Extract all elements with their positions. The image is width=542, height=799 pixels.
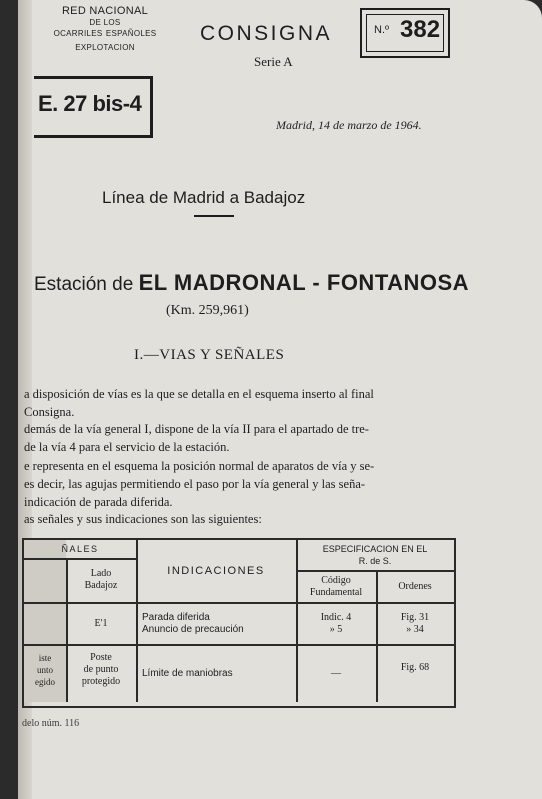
document-date: Madrid, 14 de marzo de 1964. xyxy=(276,118,422,132)
document-series: Serie A xyxy=(254,54,293,69)
table-hrule-spec xyxy=(296,570,454,572)
paragraph-1-line-2: Consigna. xyxy=(24,405,75,419)
row1-code xyxy=(296,612,376,636)
row2-left-line-3: egido xyxy=(35,677,55,687)
row2-orders: Fig. 68 xyxy=(400,662,430,673)
row2-code: — xyxy=(331,668,341,679)
paragraph-3-line-1: e representa en el esquema la posición normal de aparatos de vía y se- xyxy=(24,459,375,473)
railway-company-block xyxy=(30,6,180,53)
paragraph-2-line-1: demás de la vía general I, dispone de la vía II para el apartado de tre- xyxy=(24,422,369,436)
row2-indication: Límite de maniobras xyxy=(142,668,233,679)
paragraph-1-line-1: a disposición de vías es la que se detalla en el esquema inserto al final xyxy=(24,387,374,401)
document-type: CONSIGNA xyxy=(200,22,333,45)
header-codigo-line-1: Código xyxy=(321,575,351,586)
table-hrule-row1 xyxy=(24,644,454,646)
paragraph-1 xyxy=(24,385,374,421)
header-senales: ÑALES xyxy=(61,544,99,554)
row1-code-2: » 5 xyxy=(329,624,343,635)
row2-signal-line-3: protegido xyxy=(81,676,121,687)
row2-left-line-1: iste xyxy=(38,653,52,663)
paragraph-2-line-2: de la vía 4 para el servicio de la estación. xyxy=(24,440,230,454)
row1-code-1: Indic. 4 xyxy=(320,612,352,623)
railway-department: EXPLOTACION xyxy=(75,43,135,52)
document-code: E. 27 bis-4 xyxy=(38,91,142,116)
row2-signal xyxy=(66,652,136,688)
document-code-box xyxy=(34,76,153,138)
railway-name-line3: ocarriles españoles xyxy=(53,27,157,39)
header-codigo-line-2: Fundamental xyxy=(309,587,363,598)
row1-indications xyxy=(142,612,292,636)
signals-table xyxy=(22,538,456,708)
header-codigo xyxy=(296,575,376,599)
station-heading xyxy=(34,270,469,296)
railway-name-line1: RED NACIONAL xyxy=(61,5,149,17)
header-lado-line-1: Lado xyxy=(90,568,112,579)
document-number: 382 xyxy=(400,16,441,43)
header-ordenes: Ordenes xyxy=(398,581,432,592)
row2-signal-line-1: Poste xyxy=(90,652,112,663)
header-espec-line-2: R. de S. xyxy=(358,556,392,566)
row2-left xyxy=(24,652,66,688)
row2-left-line-2: unto xyxy=(36,665,53,675)
station-prefix: Estación de xyxy=(34,274,134,295)
station-km: (Km. 259,961) xyxy=(166,303,249,318)
paragraph-4-line-1: as señales y sus indicaciones son las siguientes: xyxy=(24,512,262,526)
paragraph-2 xyxy=(24,420,369,456)
section-heading: I.—VIAS Y SEÑALES xyxy=(134,347,285,363)
document-page xyxy=(18,0,542,799)
header-lado-line-2: Badajoz xyxy=(84,580,118,591)
paragraph-4 xyxy=(24,510,262,528)
row1-order-2: » 34 xyxy=(406,624,424,635)
railway-name-line2: DE LOS xyxy=(89,18,121,27)
row2-signal-line-2: de punto xyxy=(83,664,119,675)
paragraph-3-line-2: es decir, las agujas permitiendo el paso por la vía general y las seña- xyxy=(24,477,366,491)
header-espec-line-1: ESPECIFICACION EN EL xyxy=(322,544,428,554)
title-divider xyxy=(194,215,234,217)
row1-indication-2: Anuncio de precaución xyxy=(142,624,244,635)
header-especificacion xyxy=(296,543,454,567)
row1-orders xyxy=(376,612,454,636)
table-hrule-senales xyxy=(24,558,136,560)
row1-order-1: Fig. 31 xyxy=(400,612,430,623)
paragraph-3 xyxy=(24,457,374,511)
station-name: EL MADRONAL - FONTANOSA xyxy=(138,270,470,295)
table-hrule-header xyxy=(24,602,454,604)
header-indicaciones: INDICACIONES xyxy=(167,565,265,577)
number-label: N.º xyxy=(374,24,390,36)
footer-model-number: delo núm. 116 xyxy=(22,718,80,729)
document-number-box xyxy=(360,8,450,58)
header-lado xyxy=(66,568,136,592)
row1-signal: E'1 xyxy=(94,618,108,629)
paragraph-3-line-3: indicación de parada diferida. xyxy=(24,495,173,509)
line-title: Línea de Madrid a Badajoz xyxy=(102,188,306,207)
row1-indication-1: Parada diferida xyxy=(142,612,210,623)
